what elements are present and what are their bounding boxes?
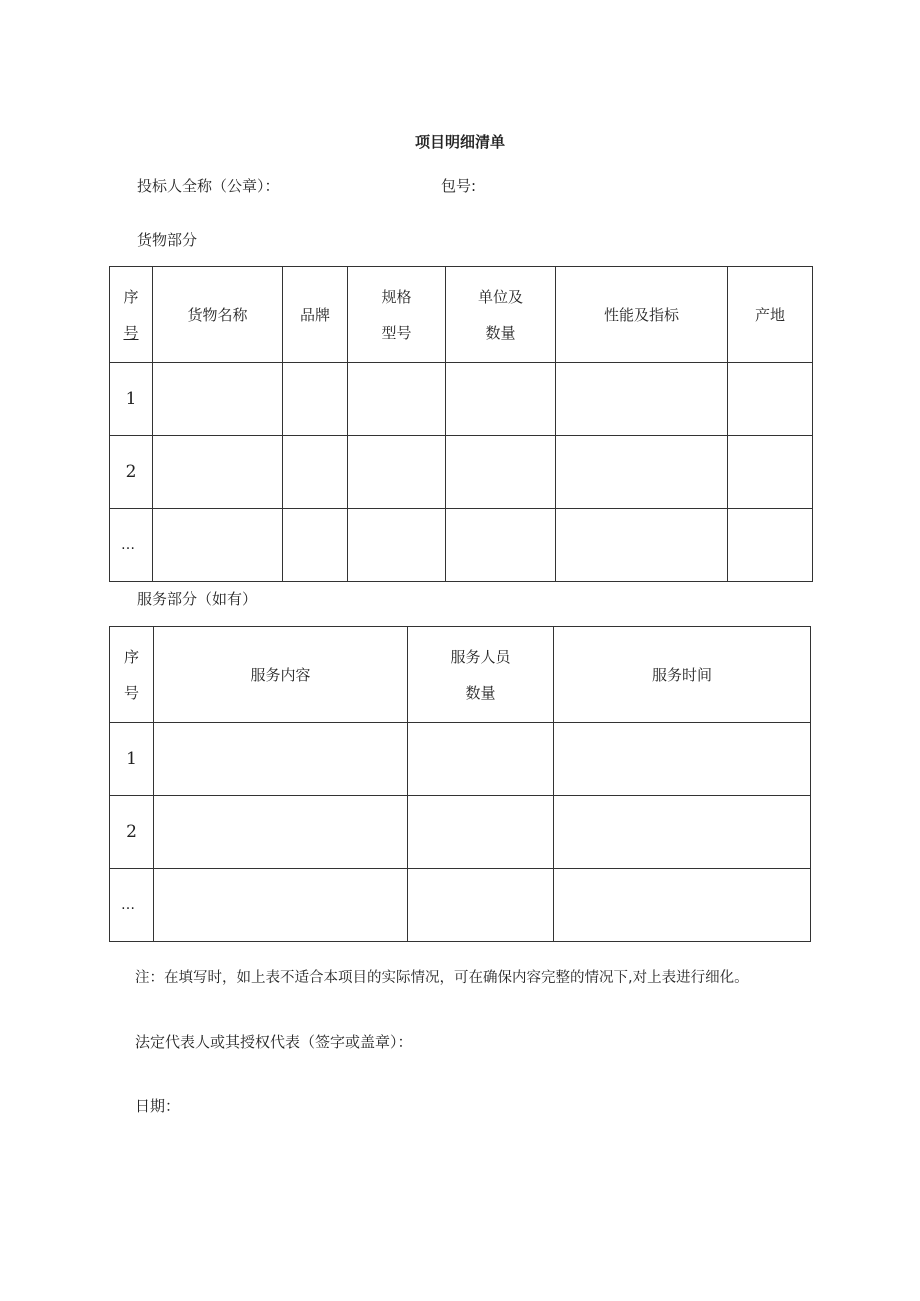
goods-cell-origin[interactable] [728, 509, 813, 582]
signature-label: 法定代表人或其授权代表（签字或盖章）： [135, 1033, 413, 1051]
goods-cell-brand[interactable] [283, 363, 348, 436]
goods-row [110, 436, 813, 509]
service-header-row [110, 627, 811, 723]
service-row-seq: 1 [110, 723, 154, 796]
goods-header-spec-line2: 型号 [381, 323, 412, 342]
goods-cell-unit[interactable] [446, 436, 556, 509]
goods-header-seq [110, 267, 153, 363]
service-cell-time[interactable] [554, 869, 811, 942]
goods-header-unit-line1: 单位及 [477, 287, 523, 306]
bidder-name-label: 投标人全称（公章）： [137, 177, 280, 195]
goods-header-spec [348, 267, 446, 363]
service-cell-content[interactable] [154, 796, 408, 869]
service-row [110, 796, 811, 869]
goods-row-seq: 2 [110, 436, 153, 509]
goods-section-label: 货物部分 [137, 231, 198, 249]
service-row-seq: … [110, 869, 154, 942]
goods-header-unit-line2: 数量 [485, 323, 516, 342]
goods-cell-performance[interactable] [556, 363, 728, 436]
service-cell-staff[interactable] [408, 869, 554, 942]
service-cell-time[interactable] [554, 723, 811, 796]
service-cell-content[interactable] [154, 869, 408, 942]
goods-cell-unit[interactable] [446, 509, 556, 582]
goods-row-seq: 1 [110, 363, 153, 436]
service-table [109, 626, 811, 942]
service-row [110, 869, 811, 942]
service-section-label: 服务部分（如有） [137, 590, 258, 608]
service-header-time: 服务时间 [554, 627, 811, 723]
goods-cell-name[interactable] [153, 436, 283, 509]
goods-cell-performance[interactable] [556, 436, 728, 509]
goods-header-brand: 品牌 [283, 267, 348, 363]
page-title: 项目明细清单 [414, 133, 505, 151]
service-cell-content[interactable] [154, 723, 408, 796]
goods-cell-spec[interactable] [348, 363, 446, 436]
service-header-seq [110, 627, 154, 723]
service-header-staff [408, 627, 554, 723]
goods-header-seq-line2: 号 [123, 323, 139, 342]
goods-cell-origin[interactable] [728, 363, 813, 436]
goods-header-name: 货物名称 [153, 267, 283, 363]
service-header-seq-line1: 序 [123, 647, 139, 666]
date-label: 日期： [135, 1097, 181, 1115]
service-header-content: 服务内容 [154, 627, 408, 723]
goods-cell-spec[interactable] [348, 509, 446, 582]
service-row-seq: 2 [110, 796, 154, 869]
goods-header-unit [446, 267, 556, 363]
goods-header-performance: 性能及指标 [556, 267, 728, 363]
service-cell-staff[interactable] [408, 796, 554, 869]
fill-note: 注：在填写时，如上表不适合本项目的实际情况，可在确保内容完整的情况下,对上表进行细化。 [135, 970, 749, 986]
goods-row [110, 363, 813, 436]
goods-cell-unit[interactable] [446, 363, 556, 436]
service-row [110, 723, 811, 796]
goods-cell-name[interactable] [153, 509, 283, 582]
service-header-seq-line2: 号 [123, 683, 139, 702]
goods-cell-brand[interactable] [283, 436, 348, 509]
goods-row [110, 509, 813, 582]
service-header-staff-line2: 数量 [465, 683, 496, 702]
service-cell-staff[interactable] [408, 723, 554, 796]
goods-cell-origin[interactable] [728, 436, 813, 509]
goods-header-origin: 产地 [728, 267, 813, 363]
goods-cell-brand[interactable] [283, 509, 348, 582]
service-cell-time[interactable] [554, 796, 811, 869]
goods-cell-performance[interactable] [556, 509, 728, 582]
goods-cell-name[interactable] [153, 363, 283, 436]
service-header-staff-line1: 服务人员 [450, 647, 511, 666]
goods-table [109, 266, 813, 582]
goods-header-seq-line1: 序 [123, 287, 139, 306]
goods-header-row [110, 267, 813, 363]
goods-row-seq: … [110, 509, 153, 582]
goods-cell-spec[interactable] [348, 436, 446, 509]
package-number-label: 包号: [441, 177, 477, 195]
goods-header-spec-line1: 规格 [381, 287, 412, 306]
